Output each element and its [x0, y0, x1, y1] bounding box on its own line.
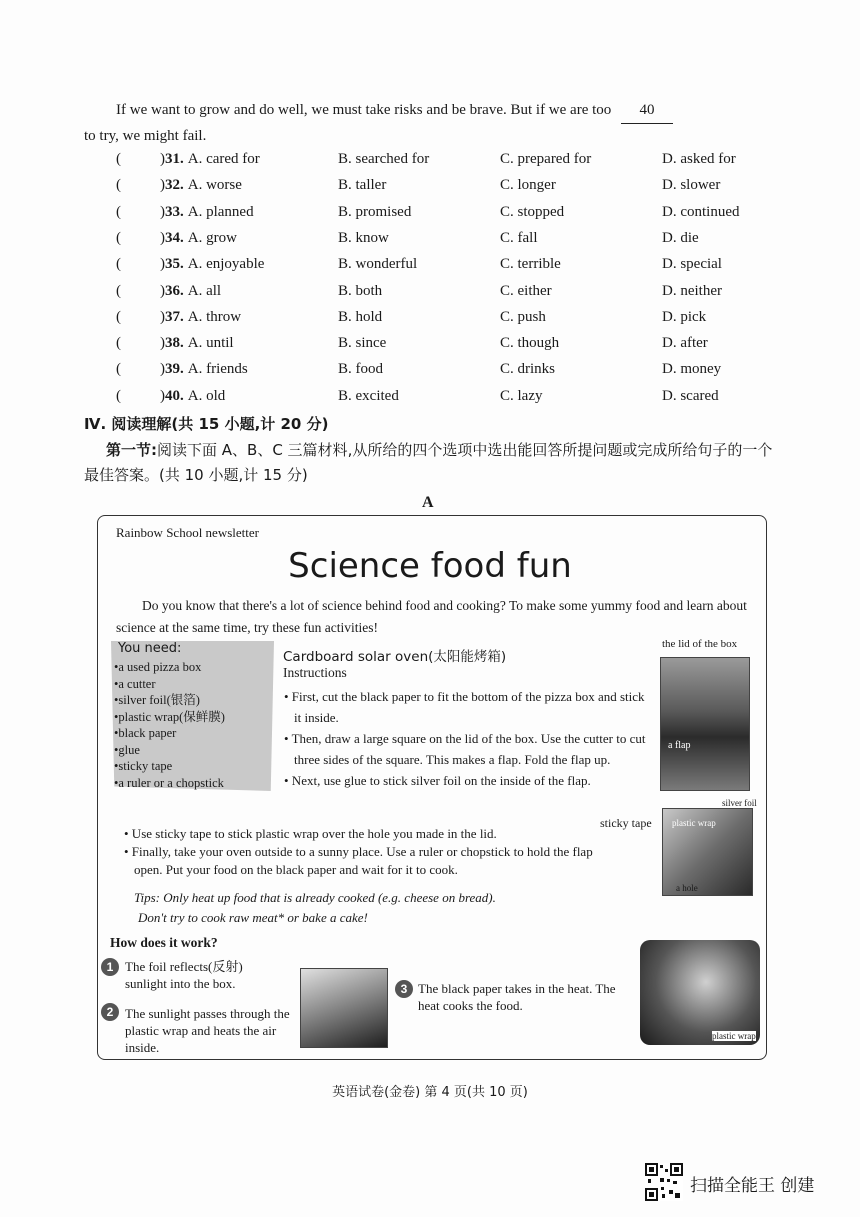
- question-number: 31.: [165, 151, 184, 167]
- option-c: C. stopped: [500, 203, 565, 220]
- question-number: 39.: [165, 361, 184, 378]
- question-number: 36.: [165, 282, 184, 299]
- option-a: A. worse: [187, 177, 242, 194]
- answer-paren-open: (: [116, 256, 121, 273]
- answer-paren-open: (: [116, 151, 121, 167]
- option-d: D. asked for: [662, 151, 736, 167]
- sun-diagram-photo: [300, 968, 388, 1048]
- step-number-1: 1: [101, 958, 119, 976]
- answer-paren-close: ): [160, 177, 165, 194]
- answer-paren-open: (: [116, 282, 121, 299]
- option-c: C. though: [500, 335, 560, 352]
- step-item: • First, cut the black paper to fit the bottom of the pizza box and stick it inside.: [284, 689, 645, 725]
- you-need-title: You need:: [118, 641, 182, 656]
- intro-line2: to try, we might fail.: [84, 128, 207, 144]
- answer-paren-close: ): [160, 335, 165, 352]
- instructions-label: Instructions: [283, 665, 347, 680]
- list-item: •a used pizza box: [114, 660, 202, 674]
- tips-line2: Don't try to cook raw meat* or bake a cake!: [138, 910, 368, 925]
- option-b: B. promised: [338, 203, 412, 220]
- instruction-text: 阅读下面 A、B、C 三篇材料,从所给的四个选项中选出能回答所提问题或完成所给句子的一个最佳答案。(共 10 小题,计 15 分): [84, 441, 773, 484]
- page-footer: 英语试卷(金卷) 第 4 页(共 10 页): [332, 1085, 528, 1100]
- how-step-2: The sunlight passes through the plastic wrap and heats the air inside.: [125, 1006, 290, 1055]
- question-number-and-a: [160, 151, 260, 168]
- option-c: C. push: [500, 308, 546, 325]
- question-row: [116, 283, 796, 307]
- blank-40: 40: [621, 98, 673, 124]
- answer-paren-open: (: [116, 203, 121, 220]
- question-row: [116, 151, 796, 175]
- intro-paragraph: [84, 98, 784, 149]
- option-d: D. scared: [662, 387, 719, 404]
- question-number: 37.: [165, 308, 184, 325]
- question-number: 38.: [165, 335, 184, 352]
- solar-oven-photo: [640, 940, 760, 1045]
- question-number-and-a: [160, 177, 242, 194]
- answer-paren-close: ): [160, 256, 165, 273]
- caption-lid: the lid of the box: [662, 638, 738, 650]
- option-b: B. wonderful: [338, 256, 418, 273]
- oven-lid-photo: [660, 657, 750, 791]
- question-number: 34.: [165, 229, 184, 246]
- question-number-and-a: [160, 388, 225, 405]
- passage-letter: A: [422, 494, 434, 511]
- step-number-3: 3: [395, 980, 413, 998]
- how-title: How does it work?: [110, 935, 218, 950]
- question-row: [116, 177, 796, 201]
- caption-hole: a hole: [676, 883, 698, 893]
- question-row: [116, 204, 796, 228]
- option-a: A. enjoyable: [187, 256, 265, 273]
- question-number: 32.: [165, 177, 184, 194]
- option-b: B. food: [338, 361, 383, 378]
- question-number: 40.: [165, 387, 184, 404]
- question-number-and-a: [160, 361, 248, 378]
- step-item: • Finally, take your oven outside to a sunny place. Use a ruler or chopstick to hold the flap open. Put your food on the black paper and wait for it to cook.: [124, 844, 593, 877]
- answer-paren-close: ): [160, 308, 165, 325]
- part-label: 第一节:: [106, 441, 157, 459]
- caption-silver-foil: silver foil: [722, 798, 757, 808]
- option-d: D. special: [662, 256, 722, 273]
- oven-title: Cardboard solar oven(太阳能烤箱): [283, 649, 507, 665]
- step-item: • Use sticky tape to stick plastic wrap over the hole you made in the lid.: [124, 826, 497, 841]
- question-row: [116, 361, 796, 385]
- list-item: •glue: [114, 742, 140, 757]
- question-number-and-a: [160, 309, 241, 326]
- answer-paren-close: ): [160, 282, 165, 299]
- answer-paren-open: (: [116, 361, 121, 378]
- section-heading: Ⅳ. 阅读理解(共 15 小题,计 20 分): [84, 415, 329, 433]
- step-item: • Next, use glue to stick silver foil on the inside of the flap.: [284, 773, 591, 788]
- question-number: 33.: [165, 203, 184, 220]
- question-number-and-a: [160, 230, 237, 247]
- you-need-list: [114, 659, 225, 791]
- option-b: B. hold: [338, 308, 383, 325]
- option-c: C. lazy: [500, 387, 543, 404]
- instruction-steps: [284, 686, 652, 791]
- option-a: A. cared for: [187, 151, 260, 167]
- answer-paren-close: ): [160, 151, 165, 167]
- option-a: A. friends: [187, 361, 248, 378]
- intro-line1: If we want to grow and do well, we must take risks and be brave. But if we are too: [116, 102, 612, 118]
- section-instruction: [84, 438, 784, 488]
- option-c: C. longer: [500, 177, 556, 194]
- option-a: A. throw: [187, 308, 242, 325]
- option-a: A. grow: [187, 229, 237, 246]
- answer-paren-close: ): [160, 203, 165, 220]
- option-b: B. both: [338, 282, 383, 299]
- how-step-1: The foil reflects(反射) sunlight into the box.: [125, 959, 243, 991]
- caption-plastic-wrap-2: plastic wrap: [712, 1031, 756, 1041]
- question-row: [116, 335, 796, 359]
- question-number-and-a: [160, 204, 254, 221]
- newsletter-lead: Do you know that there's a lot of science behind food and cooking? To make some yummy food and learn about science at the same time, try these fun activities!: [116, 598, 747, 635]
- newsletter-source: Rainbow School newsletter: [116, 525, 259, 540]
- answer-paren-open: (: [116, 387, 121, 404]
- question-row: [116, 256, 796, 280]
- answer-paren-open: (: [116, 335, 121, 352]
- option-d: D. die: [662, 229, 699, 246]
- answer-paren-close: ): [160, 361, 165, 378]
- option-a: A. all: [187, 282, 222, 299]
- caption-sticky-tape: sticky tape: [600, 816, 652, 830]
- answer-paren-close: ): [160, 229, 165, 246]
- tips-line1: Tips: Only heat up food that is already cooked (e.g. cheese on bread).: [134, 890, 496, 905]
- option-b: B. since: [338, 335, 387, 352]
- option-c: C. prepared for: [500, 151, 592, 167]
- option-b: B. excited: [338, 387, 399, 404]
- option-a: A. until: [187, 335, 234, 352]
- option-d: D. money: [662, 361, 722, 378]
- question-row: [116, 230, 796, 254]
- option-d: D. continued: [662, 203, 740, 220]
- option-c: C. either: [500, 282, 552, 299]
- option-d: D. pick: [662, 308, 707, 325]
- list-item: •silver foil(银箔): [114, 693, 200, 707]
- how-step-3: The black paper takes in the heat. The heat cooks the food.: [418, 981, 616, 1013]
- question-number-and-a: [160, 283, 221, 300]
- list-item: •sticky tape: [114, 759, 173, 773]
- option-b: B. taller: [338, 177, 387, 194]
- scanner-watermark: 扫描全能王 创建: [690, 1176, 815, 1196]
- list-item: •a cutter: [114, 676, 156, 691]
- question-number: 35.: [165, 256, 184, 273]
- question-row: [116, 309, 796, 333]
- question-number-and-a: [160, 335, 234, 352]
- option-d: D. neither: [662, 282, 722, 299]
- instruction-steps-more: [124, 825, 624, 879]
- option-a: A. old: [187, 387, 226, 404]
- answer-paren-open: (: [116, 308, 121, 325]
- tips: [134, 888, 496, 928]
- qr-code-icon: [645, 1163, 683, 1201]
- step-item: • Then, draw a large square on the lid of the box. Use the cutter to cut three sides of the square. This makes a flap. Fold the flap up.: [284, 731, 646, 767]
- option-d: D. slower: [662, 177, 721, 194]
- newsletter-title: Science food fun: [288, 546, 572, 586]
- caption-flap: a flap: [668, 740, 691, 751]
- option-d: D. after: [662, 335, 708, 352]
- question-row: [116, 388, 796, 412]
- option-b: B. searched for: [338, 151, 430, 167]
- list-item: •a ruler or a chopstick: [114, 775, 224, 790]
- list-item: •black paper: [114, 726, 177, 740]
- step-number-2: 2: [101, 1003, 119, 1021]
- option-a: A. planned: [187, 203, 254, 220]
- option-b: B. know: [338, 229, 389, 246]
- answer-paren-open: (: [116, 229, 121, 246]
- caption-plastic-wrap: plastic wrap: [672, 818, 716, 828]
- option-c: C. fall: [500, 229, 538, 246]
- option-c: C. drinks: [500, 361, 556, 378]
- answer-paren-close: ): [160, 387, 165, 404]
- answer-paren-open: (: [116, 177, 121, 194]
- question-number-and-a: [160, 256, 264, 273]
- list-item: •plastic wrap(保鲜膜): [114, 709, 225, 724]
- option-c: C. terrible: [500, 256, 561, 273]
